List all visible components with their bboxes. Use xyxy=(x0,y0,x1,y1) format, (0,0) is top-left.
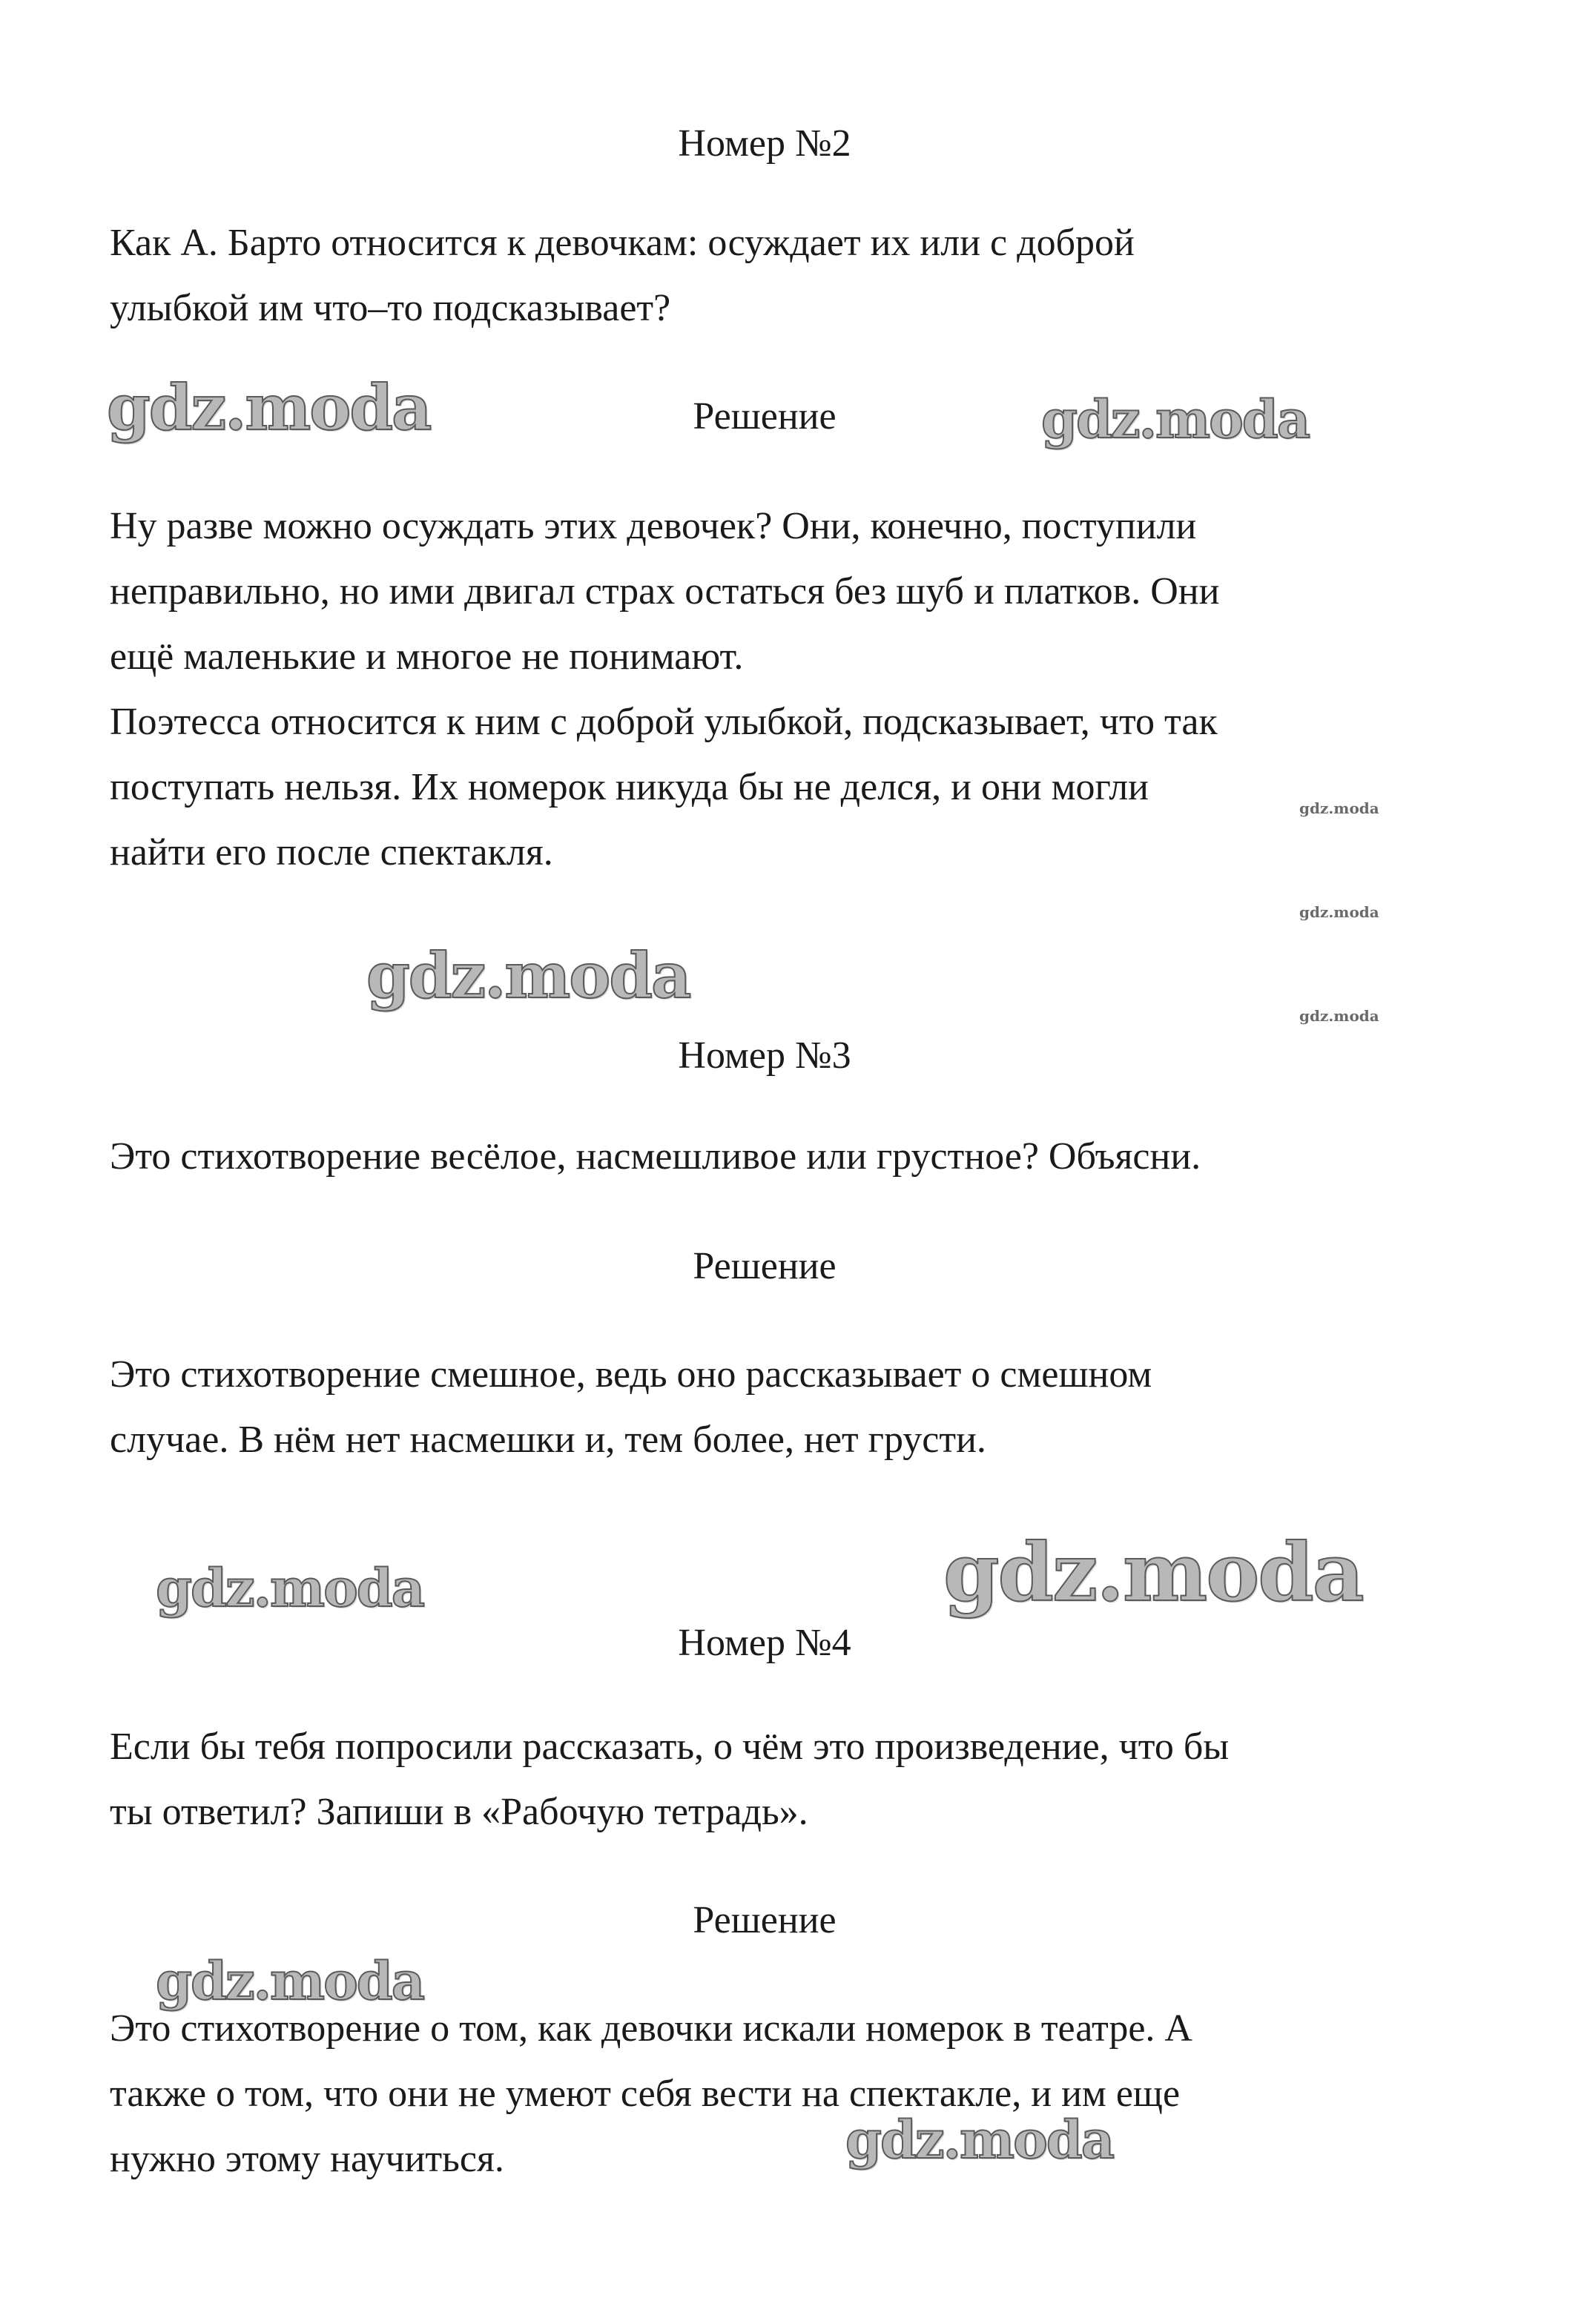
watermark-logo: gdz.moda xyxy=(1299,1007,1379,1025)
task3-solution-label: Решение xyxy=(693,1245,837,1287)
task2-question xyxy=(110,211,1135,341)
task2-answer xyxy=(110,494,1219,885)
task3-title: Номер №3 xyxy=(678,1034,851,1077)
task3-question xyxy=(110,1124,1201,1189)
task4-answer-line-1: Это стихотворение о том, как девочки искали номерок в театре. А xyxy=(110,2007,1192,2050)
task2-answer-line-2: неправильно, но ими двигал страх остаться без шуб и платков. Они xyxy=(110,570,1220,613)
task4-title: Номер №4 xyxy=(678,1622,851,1664)
task4-question-line-2: ты ответил? Запиши в «Рабочую тетрадь». xyxy=(110,1791,808,1833)
task2-question-line-2: улыбкой им что–то подсказывает? xyxy=(110,287,671,329)
watermark-logo: gdz.moda xyxy=(943,1526,1363,1620)
watermark-logo: gdz.moda xyxy=(1041,389,1310,450)
task2-answer-line-3: ещё маленькие и многое не понимают. xyxy=(110,636,744,678)
task2-answer-line-1: Ну разве можно осуждать этих девочек? Они, конечно, поступили xyxy=(110,505,1197,547)
task3-answer-line-2: случае. В нём нет насмешки и, тем более, нет грусти. xyxy=(110,1419,986,1461)
watermark-logo: gdz.moda xyxy=(366,939,690,1012)
watermark-logo: gdz.moda xyxy=(845,2109,1114,2171)
task4-answer-line-2: также о том, что они не умеют себя вести на спектакле, и им еще xyxy=(110,2073,1181,2115)
watermark-logo: gdz.moda xyxy=(156,1557,424,1619)
task2-solution-label: Решение xyxy=(693,395,837,438)
task2-question-line-1: Как А. Барто относится к девочкам: осуждает их или с доброй xyxy=(110,222,1135,264)
watermark-logo: gdz.moda xyxy=(107,371,431,444)
task3-question-line-1: Это стихотворение весёлое, насмешливое или грустное? Объясни. xyxy=(110,1135,1201,1178)
task4-question-line-1: Если бы тебя попросили рассказать, о чём это произведение, что бы xyxy=(110,1726,1230,1768)
watermark-logo: gdz.moda xyxy=(1299,903,1379,921)
task3-answer-line-1: Это стихотворение смешное, ведь оно рассказывает о смешном xyxy=(110,1353,1152,1396)
task2-answer-line-5: поступать нельзя. Их номерок никуда бы не делся, и они могли xyxy=(110,766,1149,808)
watermark-logo: gdz.moda xyxy=(156,1950,424,2012)
task3-answer xyxy=(110,1342,1152,1473)
watermark-logo: gdz.moda xyxy=(1299,799,1379,817)
task4-question xyxy=(110,1714,1229,1845)
task4-solution-label: Решение xyxy=(693,1899,837,1941)
task2-answer-line-6: найти его после спектакля. xyxy=(110,831,553,874)
task2-title: Номер №2 xyxy=(678,122,851,165)
task2-answer-line-4: Поэтесса относится к ним с доброй улыбкой, подсказывает, что так xyxy=(110,701,1218,743)
task4-answer-line-3: нужно этому научиться. xyxy=(110,2138,504,2180)
